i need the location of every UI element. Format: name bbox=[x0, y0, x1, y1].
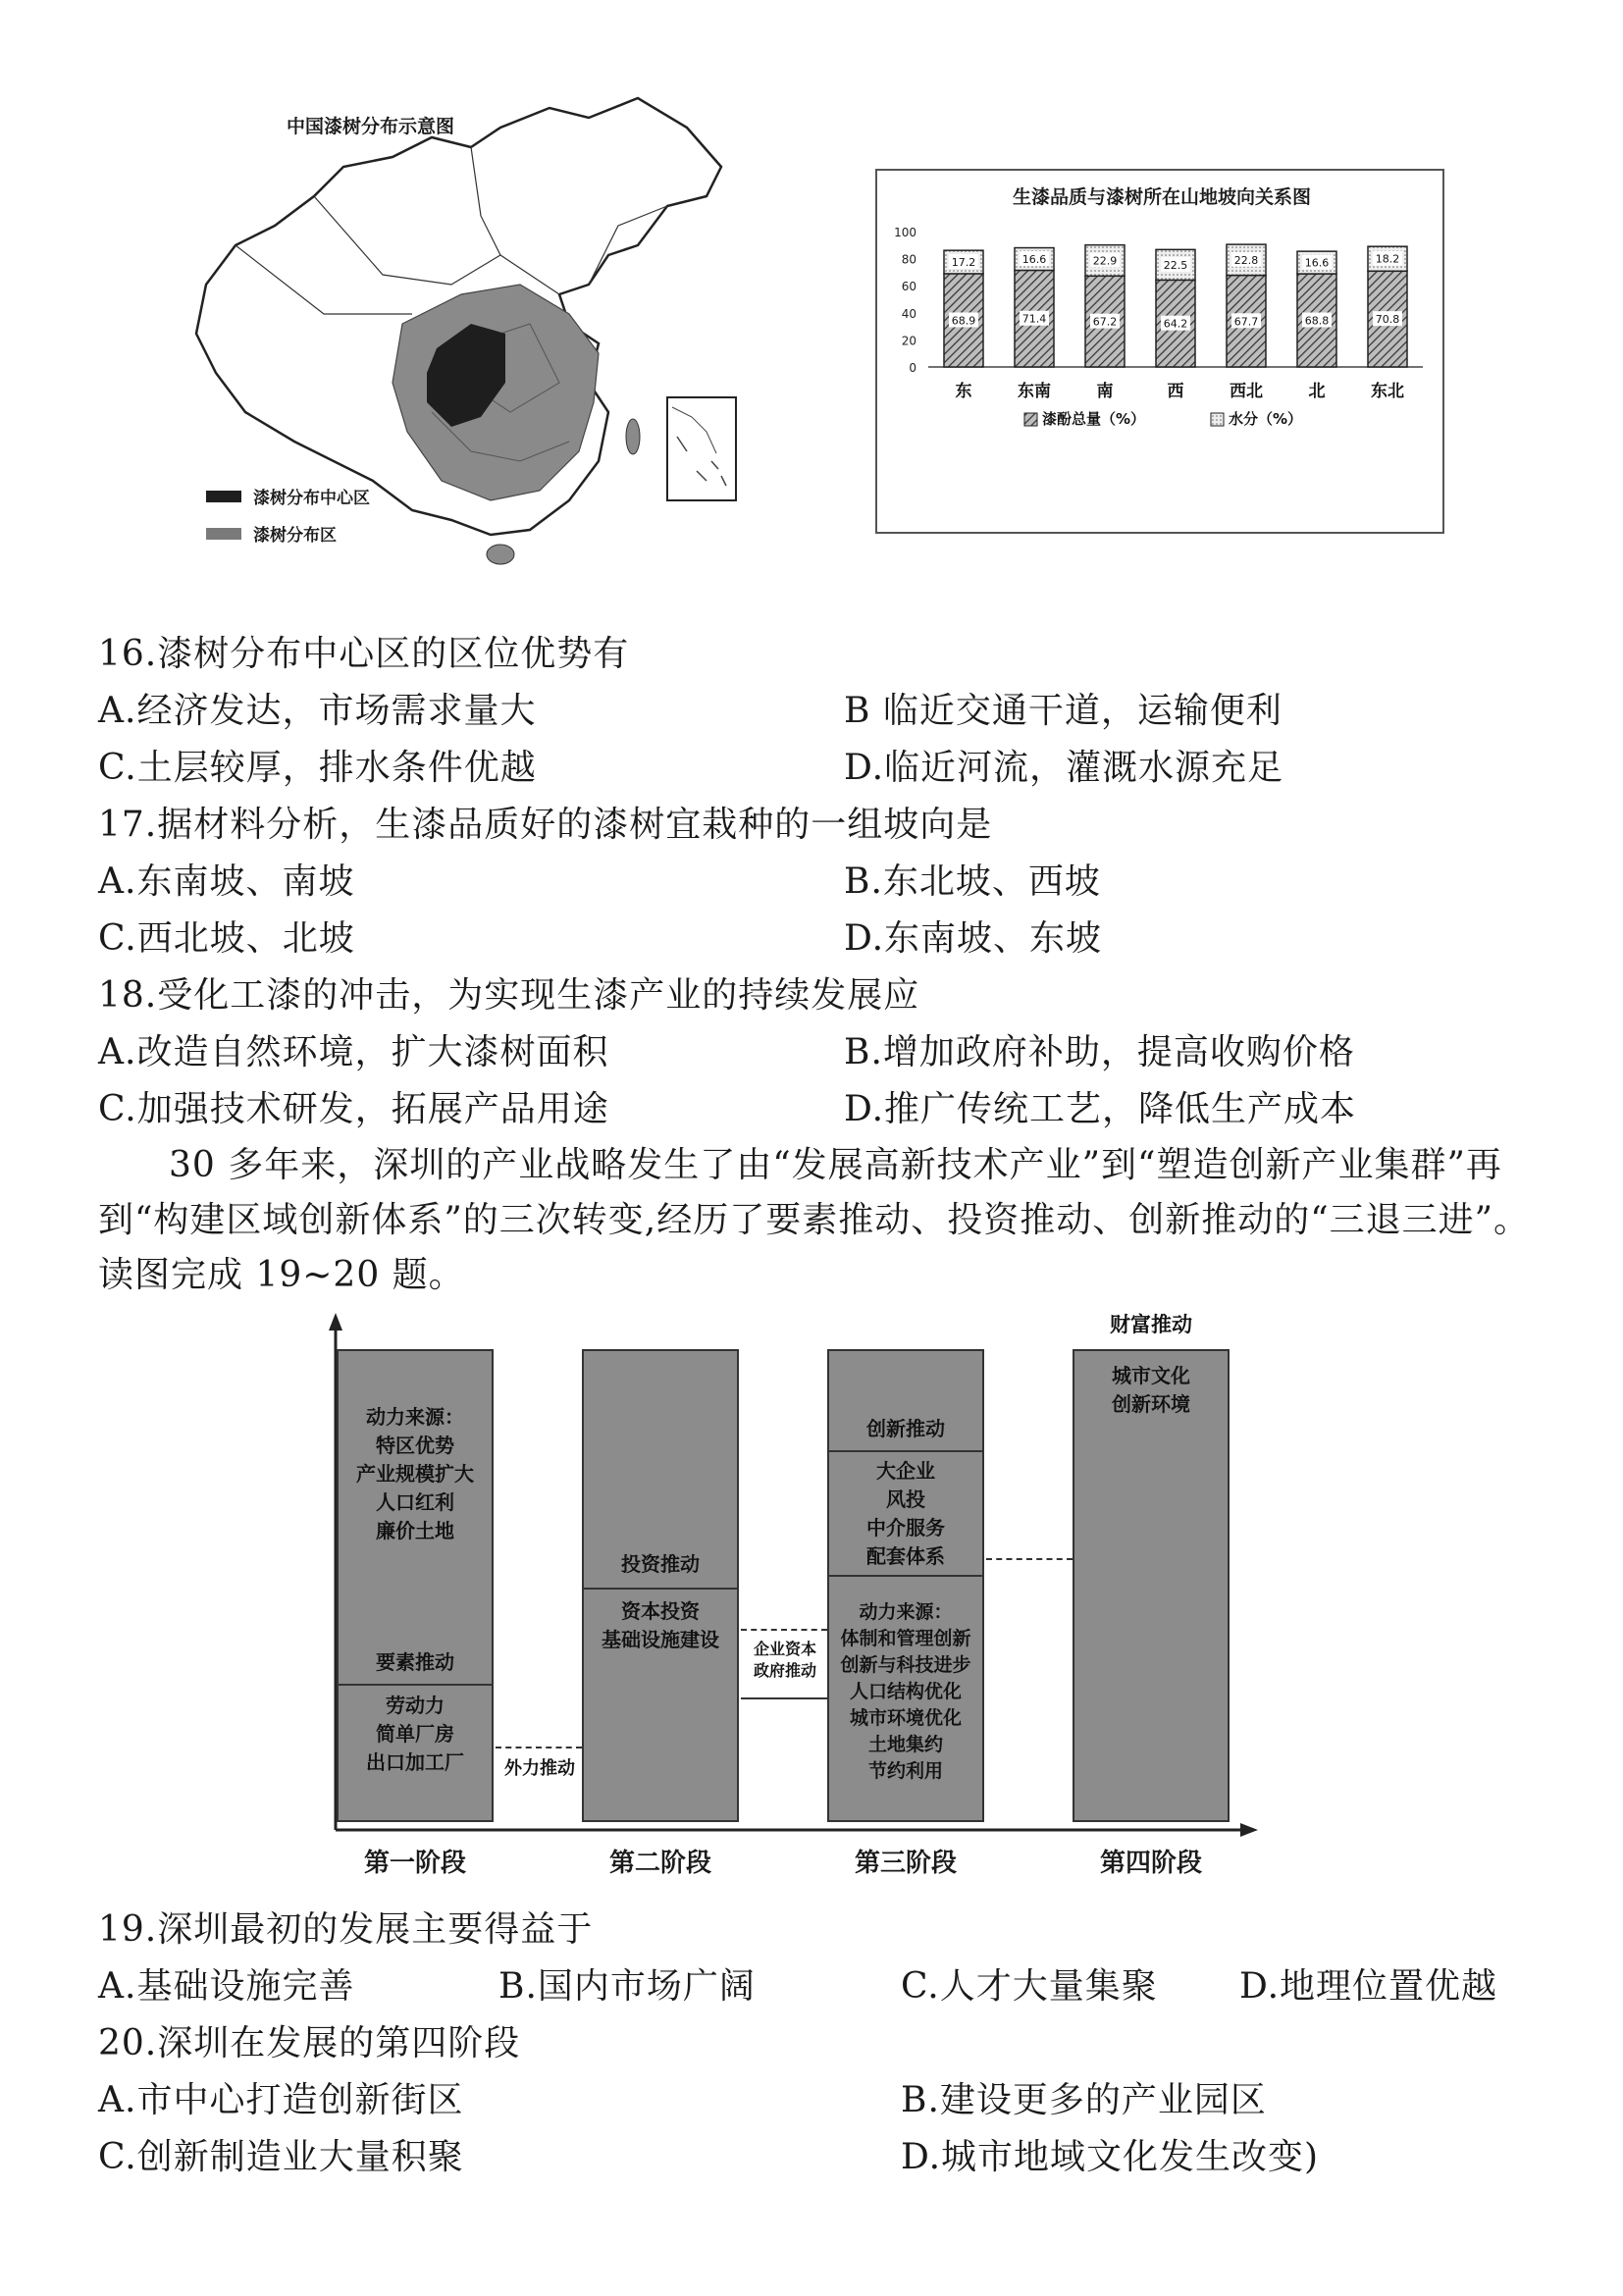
phenol-value-label: 67.2 bbox=[1092, 315, 1118, 329]
category-label: 东 bbox=[955, 382, 972, 401]
category-label: 西 bbox=[1167, 382, 1184, 401]
question-20-stem: 20.深圳在发展的第四阶段 bbox=[98, 2023, 521, 2063]
stage-4-label: 第四阶段 bbox=[1099, 1849, 1202, 1878]
question-18-option-c[interactable]: C.加强技术研发，拓展产品用途 bbox=[98, 1089, 609, 1129]
stage-1-label: 第一阶段 bbox=[363, 1849, 466, 1878]
stage-1-upper-text: 动力来源： 特区优势 产业规模扩大 人口红利 廉价土地 bbox=[356, 1405, 474, 1542]
category-label: 东北 bbox=[1371, 382, 1404, 401]
stage-2-box bbox=[582, 1349, 739, 1822]
y-tick-label: 0 bbox=[909, 361, 916, 375]
question-20-option-c[interactable]: C.创新制造业大量积聚 bbox=[98, 2137, 464, 2177]
taiwan-island bbox=[626, 419, 640, 454]
category-label: 西北 bbox=[1230, 382, 1263, 401]
water-value-label: 17.2 bbox=[951, 256, 976, 270]
stage-2-label: 第二阶段 bbox=[608, 1849, 711, 1878]
bar-chart-svg bbox=[877, 171, 1442, 532]
question-19-option-d[interactable]: D.地理位置优越 bbox=[1239, 1966, 1498, 2007]
question-17-option-c[interactable]: C.西北坡、北坡 bbox=[98, 918, 355, 959]
water-value-label: 22.8 bbox=[1233, 253, 1259, 267]
stage-4-upper-text: 城市文化 创新环境 bbox=[1112, 1364, 1190, 1416]
y-tick-label: 100 bbox=[894, 226, 916, 239]
water-value-label: 22.5 bbox=[1163, 258, 1188, 272]
question-16-option-b[interactable]: B 临近交通干道，运输便利 bbox=[844, 691, 1283, 731]
water-value-label: 18.2 bbox=[1375, 252, 1400, 266]
passage-text: 30 多年来，深圳的产业战略发生了由“发展高新技术产业”到“塑造创新产业集群”再到“构建区域创新体系”的三次转变,经历了要素推动、投资推动、创新推动的“三退三进”。读图完成 19~20 题。 bbox=[98, 1145, 1531, 1295]
phenol-value-label: 67.7 bbox=[1233, 315, 1259, 329]
question-19-option-a[interactable]: A.基础设施完善 bbox=[98, 1966, 355, 2007]
phenol-value-label: 70.8 bbox=[1375, 313, 1400, 327]
question-20-option-a[interactable]: A.市中心打造创新街区 bbox=[98, 2080, 464, 2120]
question-17-option-d[interactable]: D.东南坡、东坡 bbox=[844, 918, 1103, 959]
shenzhen-stages-diagram bbox=[324, 1305, 1266, 1894]
question-17-option-a[interactable]: A.东南坡、南坡 bbox=[98, 861, 355, 902]
stage-4-box bbox=[1073, 1349, 1230, 1822]
legend-area-label: 漆树分布区 bbox=[253, 526, 337, 546]
y-tick-label: 80 bbox=[901, 252, 916, 267]
stage-3-upper-text: 大企业 风投 中介服务 配套体系 bbox=[866, 1459, 945, 1568]
question-18-option-a[interactable]: A.改造自然环境，扩大漆树面积 bbox=[98, 1032, 609, 1072]
question-16-option-a[interactable]: A.经济发达，市场需求量大 bbox=[98, 691, 537, 731]
phenol-value-label: 71.4 bbox=[1021, 312, 1047, 326]
question-16-stem: 16.漆树分布中心区的区位优势有 bbox=[98, 634, 630, 674]
question-17-stem: 17.据材料分析，生漆品质好的漆树宜栽种的一组坡向是 bbox=[98, 805, 993, 845]
china-lacquer-map bbox=[177, 88, 765, 608]
category-label: 南 bbox=[1096, 382, 1114, 401]
category-label: 东南 bbox=[1018, 382, 1051, 401]
map-title: 中国漆树分布示意图 bbox=[287, 116, 455, 137]
question-19-option-c[interactable]: C.人才大量集聚 bbox=[901, 1966, 1158, 2007]
water-value-label: 22.9 bbox=[1092, 254, 1118, 268]
stage-1-lower-text: 劳动力 简单厂房 出口加工厂 bbox=[366, 1694, 464, 1774]
question-18-stem: 18.受化工漆的冲击，为实现生漆产业的持续发展应 bbox=[98, 975, 920, 1016]
phenol-value-label: 64.2 bbox=[1163, 317, 1188, 331]
link-2-label: 企业资本 政府推动 bbox=[740, 1639, 830, 1682]
y-tick-label: 40 bbox=[901, 306, 916, 321]
y-tick-label: 60 bbox=[901, 280, 916, 294]
water-value-label: 16.6 bbox=[1021, 253, 1047, 267]
question-19-option-b[interactable]: B.国内市场广阔 bbox=[498, 1966, 756, 2007]
phenol-value-label: 68.9 bbox=[951, 314, 976, 328]
question-18-option-b[interactable]: B.增加政府补助，提高收购价格 bbox=[844, 1032, 1355, 1072]
question-20-option-d[interactable]: D.城市地域文化发生改变) bbox=[901, 2137, 1320, 2177]
stage-3-label: 第三阶段 bbox=[854, 1849, 957, 1878]
chart-title: 生漆品质与漆树所在山地坡向关系图 bbox=[1012, 186, 1311, 208]
question-19-stem: 19.深圳最初的发展主要得益于 bbox=[98, 1909, 594, 1950]
question-17-option-b[interactable]: B.东北坡、西坡 bbox=[844, 861, 1101, 902]
category-label: 北 bbox=[1308, 382, 1326, 401]
stage-3-driver: 创新推动 bbox=[866, 1417, 945, 1440]
legend-phenol-swatch bbox=[1024, 413, 1037, 426]
water-value-label: 16.6 bbox=[1304, 256, 1330, 270]
stage-2-driver: 投资推动 bbox=[621, 1552, 700, 1576]
slope-quality-chart bbox=[875, 169, 1444, 534]
question-16-option-c[interactable]: C.土层较厚，排水条件优越 bbox=[98, 748, 537, 788]
hainan-island bbox=[487, 545, 514, 564]
legend-water-label: 水分（%） bbox=[1229, 410, 1303, 428]
legend-phenol-label: 漆酚总量（%） bbox=[1042, 410, 1146, 428]
stage-2-lower-text: 资本投资 基础设施建设 bbox=[602, 1599, 719, 1651]
y-tick-label: 20 bbox=[901, 334, 916, 348]
legend-center-label: 漆树分布中心区 bbox=[253, 489, 370, 508]
question-18-option-d[interactable]: D.推广传统工艺，降低生产成本 bbox=[844, 1089, 1357, 1129]
legend-water-swatch bbox=[1211, 413, 1224, 426]
phenol-value-label: 68.8 bbox=[1304, 314, 1330, 328]
stage-3-lower-text: 动力来源： 体制和管理创新 创新与科技进步 人口结构优化 城市环境优化 土地集约 节约利用 bbox=[840, 1601, 971, 1782]
stage-4-driver: 财富推动 bbox=[1110, 1313, 1192, 1336]
stage-1-driver: 要素推动 bbox=[376, 1650, 454, 1674]
question-16-option-d[interactable]: D.临近河流，灌溉水源充足 bbox=[844, 748, 1284, 788]
question-20-option-b[interactable]: B.建设更多的产业园区 bbox=[901, 2080, 1267, 2120]
link-1-label: 外力推动 bbox=[495, 1754, 585, 1783]
